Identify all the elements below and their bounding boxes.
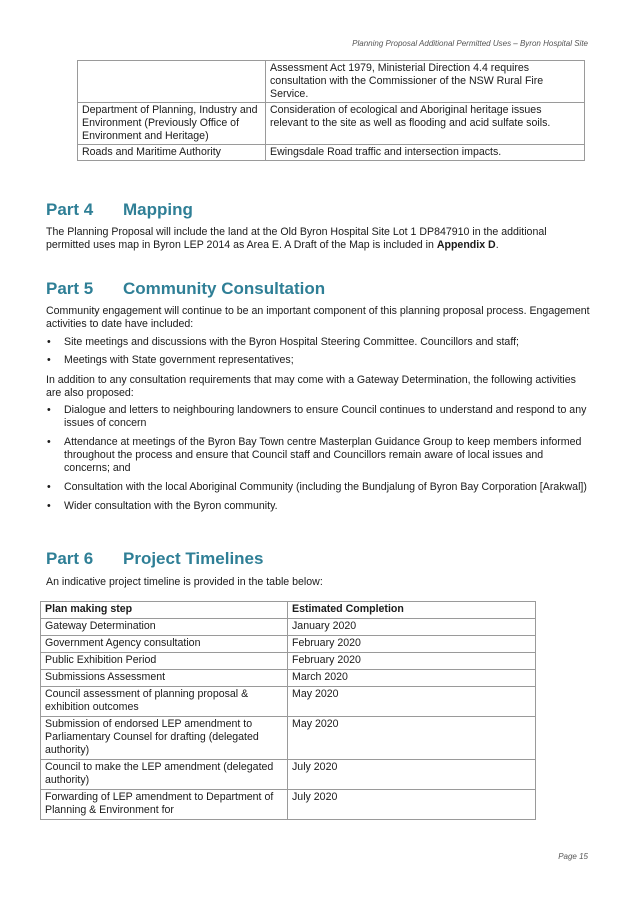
completion-cell: May 2020 [288, 717, 536, 760]
part5-heading [46, 279, 325, 299]
completion-cell: January 2020 [288, 619, 536, 636]
column-header-step: Plan making step [41, 602, 288, 619]
appendix-reference: Appendix D [436, 239, 496, 251]
agency-cell [78, 61, 266, 103]
agency-cell: Department of Planning, Industry and Environment (Previously Office of Environment and Heritage) [78, 103, 266, 145]
part4-period: . [495, 239, 499, 251]
part5-title: Community Consultation [123, 279, 326, 298]
project-timeline-table [40, 601, 536, 820]
consultation-table [77, 60, 585, 161]
step-cell: Submissions Assessment [41, 670, 288, 687]
table-row [41, 670, 536, 687]
completion-cell: February 2020 [288, 636, 536, 653]
step-cell: Government Agency consultation [41, 636, 288, 653]
part6-title: Project Timelines [123, 549, 264, 568]
table-row [41, 687, 536, 717]
page-number: Page 15 [558, 852, 588, 861]
completion-cell: July 2020 [288, 790, 536, 820]
list-item: • Wider consultation with the Byron community. [46, 500, 591, 513]
table-row [41, 760, 536, 790]
part4-body [46, 226, 591, 252]
list-item: • Attendance at meetings of the Byron Bay Town centre Masterplan Guidance Group to keep members informed throughout the process and ensure that Council staff and Councillors remain aware of local issues and concerns; and [46, 436, 591, 475]
table-row [41, 790, 536, 820]
part5-proposed-intro: In addition to any consultation requirements that may come with a Gateway Determination, the following activities are also proposed: [46, 374, 576, 399]
completion-cell: March 2020 [288, 670, 536, 687]
step-cell: Gateway Determination [41, 619, 288, 636]
running-header: Planning Proposal Additional Permitted Uses – Byron Hospital Site [352, 39, 588, 48]
part6-number: Part 6 [46, 549, 94, 568]
agency-cell: Roads and Maritime Authority [78, 145, 266, 161]
table-row [78, 103, 585, 145]
issues-cell: Consideration of ecological and Aboriginal heritage issues relevant to the site as well as flooding and acid sulfate soils. [266, 103, 585, 145]
table-header-row [41, 602, 536, 619]
table-row [41, 653, 536, 670]
step-cell: Forwarding of LEP amendment to Department of Planning & Environment for [41, 790, 288, 820]
table-row [78, 145, 585, 161]
part5-intro: Community engagement will continue to be an important component of this planning proposal process. Engagement activities to date have included: [46, 305, 590, 330]
part6-intro: An indicative project timeline is provided in the table below: [46, 576, 323, 588]
issues-cell: Ewingsdale Road traffic and intersection impacts. [266, 145, 585, 161]
list-item: • Dialogue and letters to neighbouring landowners to ensure Council continues to understand and respond to any issues of concern [46, 404, 591, 430]
proposed-activities-list [46, 404, 591, 513]
issues-cell: Assessment Act 1979, Ministerial Direction 4.4 requires consultation with the Commissioner of the NSW Rural Fire Service. [266, 61, 585, 103]
completion-cell: February 2020 [288, 653, 536, 670]
step-cell: Public Exhibition Period [41, 653, 288, 670]
part4-body-text: The Planning Proposal will include the land at the Old Byron Hospital Site Lot 1 DP847910 in the additional permitted uses map in Byron LEP 2014 as Area E. A Draft of the Map is included in [46, 226, 547, 251]
part5-number: Part 5 [46, 279, 94, 298]
part6-heading [46, 549, 263, 569]
completion-cell: May 2020 [288, 687, 536, 717]
part4-heading [46, 200, 193, 220]
step-cell: Council to make the LEP amendment (delegated authority) [41, 760, 288, 790]
column-header-completion: Estimated Completion [288, 602, 536, 619]
table-row [41, 636, 536, 653]
step-cell: Council assessment of planning proposal & exhibition outcomes [41, 687, 288, 717]
step-cell: Submission of endorsed LEP amendment to Parliamentary Counsel for drafting (delegated authority) [41, 717, 288, 760]
table-row [41, 619, 536, 636]
list-item: • Consultation with the local Aboriginal Community (including the Bundjalung of Byron Bay Corporation [Arakwal]) [46, 481, 591, 494]
activities-to-date-list [46, 336, 591, 367]
completion-cell: July 2020 [288, 760, 536, 790]
list-item: • Site meetings and discussions with the Byron Hospital Steering Committee. Councillors and staff; [46, 336, 591, 349]
table-row [41, 717, 536, 760]
part4-number: Part 4 [46, 200, 94, 219]
list-item: • Meetings with State government representatives; [46, 354, 591, 367]
table-row [78, 61, 585, 103]
part4-title: Mapping [123, 200, 193, 219]
